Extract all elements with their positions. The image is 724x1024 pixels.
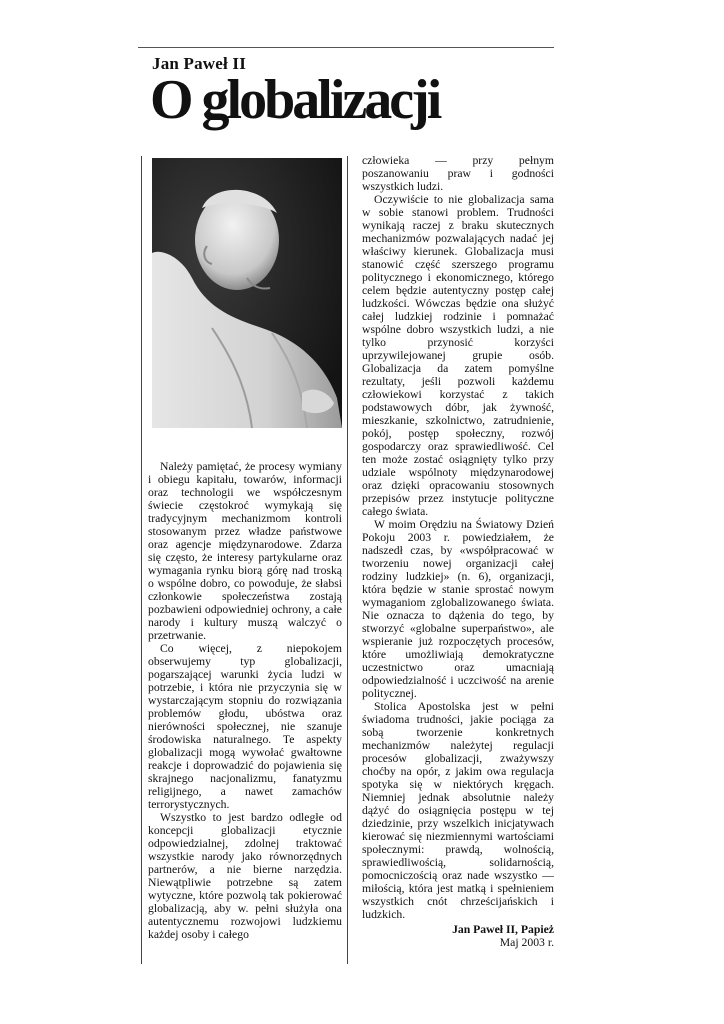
article-title: O globalizacji: [150, 69, 440, 131]
paragraph-continuation: człowieka — przy pełnym poszanowaniu praw i godności wszystkich ludzi.: [362, 154, 554, 193]
left-margin-rule: [141, 156, 142, 964]
top-rule: [138, 47, 554, 48]
paragraph: W moim Orędziu na Światowy Dzień Pokoju 2003 r. powiedziałem, że nadszedł czas, by «współpracować w tworzeniu nowej organizacji całej rodziny ludzkiej» (n. 6), organizacji, która będzie w stanie sprostać nowym wymaganiom zglobalizowanego świata. Nie oznacza to dążenia do tego, by stworzyć «globalne superpaństwo», ale wspieranie już rozpoczętych procesów, które umożliwiają demokratyczne uczestnictwo oraz umacniają odpowiedzialność i uczciwość na arenie politycznej.: [362, 518, 554, 700]
paragraph: Wszystko to jest bardzo odległe od koncepcji globalizacji etycznie odpowiedzialnej, zdolnej traktować wszystkie narody jako równorzędnych partnerów, a nie bierne narzędzia. Niewątpliwie potrzebne są zatem wytyczne, które pozwolą tak pokierować globalizacją, aby w. pełni służyła ona autentycznemu rozwojowi ludzkiemu każdej osoby i całego: [148, 811, 342, 941]
signature: Jan Paweł II, Papież: [452, 923, 554, 936]
paragraph: Należy pamiętać, że procesy wymiany i obiegu kapitału, towarów, informacji oraz technologii we współczesnym świecie częstokroć wymykają się tradycyjnym mechanizmom kontroli stosowanym przez władze państwowe oraz agencje międzynarodowe. Zdarza się często, że interesy partykularne oraz wymagania rynku biorą górę nad troską o wspólne dobro, co powoduje, że słabsi członkowie społeczeństwa zostają pozbawieni odpowiedniej ochrony, a całe narody i kultury muszą walczyć o przetrwanie.: [148, 460, 342, 642]
article-photo: [152, 158, 342, 428]
left-text-column: [148, 460, 342, 941]
paragraph: Stolica Apostolska jest w pełni świadoma trudności, jakie pociąga za sobą tworzenie konkretnych mechanizmów należytej regulacji procesów globalizacji, zważywszy choćby na opór, z jakim owa regulacja spotyka się w niektórych kręgach. Niemniej jednak absolutnie należy dążyć do osiągnięcia postępu w tej dziedzinie, przy wszelkich inicjatywach kierować się niezmiennymi wartościami społecznymi: prawdą, wolnością, sprawiedliwością, solidarnością, pomocniczością oraz nade wszystko — miłością, która jest matką i spełnieniem wszystkich cnót chrześcijańskich i ludzkich.: [362, 700, 554, 921]
article-author: Jan Paweł II: [152, 54, 247, 73]
paragraph: Oczywiście to nie globalizacja sama w sobie stanowi problem. Trudności wynikają raczej z braku skutecznych mechanizmów pozwalających nadać jej właściwy kierunek. Globalizacja musi stanowić część szerszego programu politycznego i ekonomicznego, którego celem będzie autentyczny postęp całej ludzkości. Wówczas będzie ona służyć całej ludzkiej rodzinie i pomnażać wspólne dobro wszystkich ludzi, a nie tylko przynosić korzyści uprzywilejowanej grupie osób. Globalizacja da zatem pomyślne rezultaty, jeśli pozwoli każdemu człowiekowi korzystać z takich podstawowych dóbr, jak żywność, mieszkanie, szkolnictwo, zatrudnienie, pokój, postęp społeczny, rozwój gospodarczy oraz sprawiedliwość. Cel ten może zostać osiągnięty tylko przy udziale wspólnoty międzynarodowej oraz dzięki opracowaniu stosownych przepisów przez instytucje polityczne całego świata.: [362, 193, 554, 518]
paragraph: Co więcej, z niepokojem obserwujemy typ globalizacji, pogarszającej warunki życia ludzi w potrzebie, i która nie przyczynia się w wystarczającym stopniu do rozwiązania problemów głodu, ubóstwa oraz nierówności społecznej, nie szanuje środowiska naturalnego. Te aspekty globalizacji mogą wywołać gwałtowne reakcje i doprowadzić do pojawienia się skrajnego nacjonalizmu, fanatyzmu religijnego, a nawet zamachów terrorystycznych.: [148, 642, 342, 811]
column-divider: [347, 156, 348, 964]
right-text-column: [362, 154, 554, 949]
date: Maj 2003 r.: [499, 936, 554, 949]
